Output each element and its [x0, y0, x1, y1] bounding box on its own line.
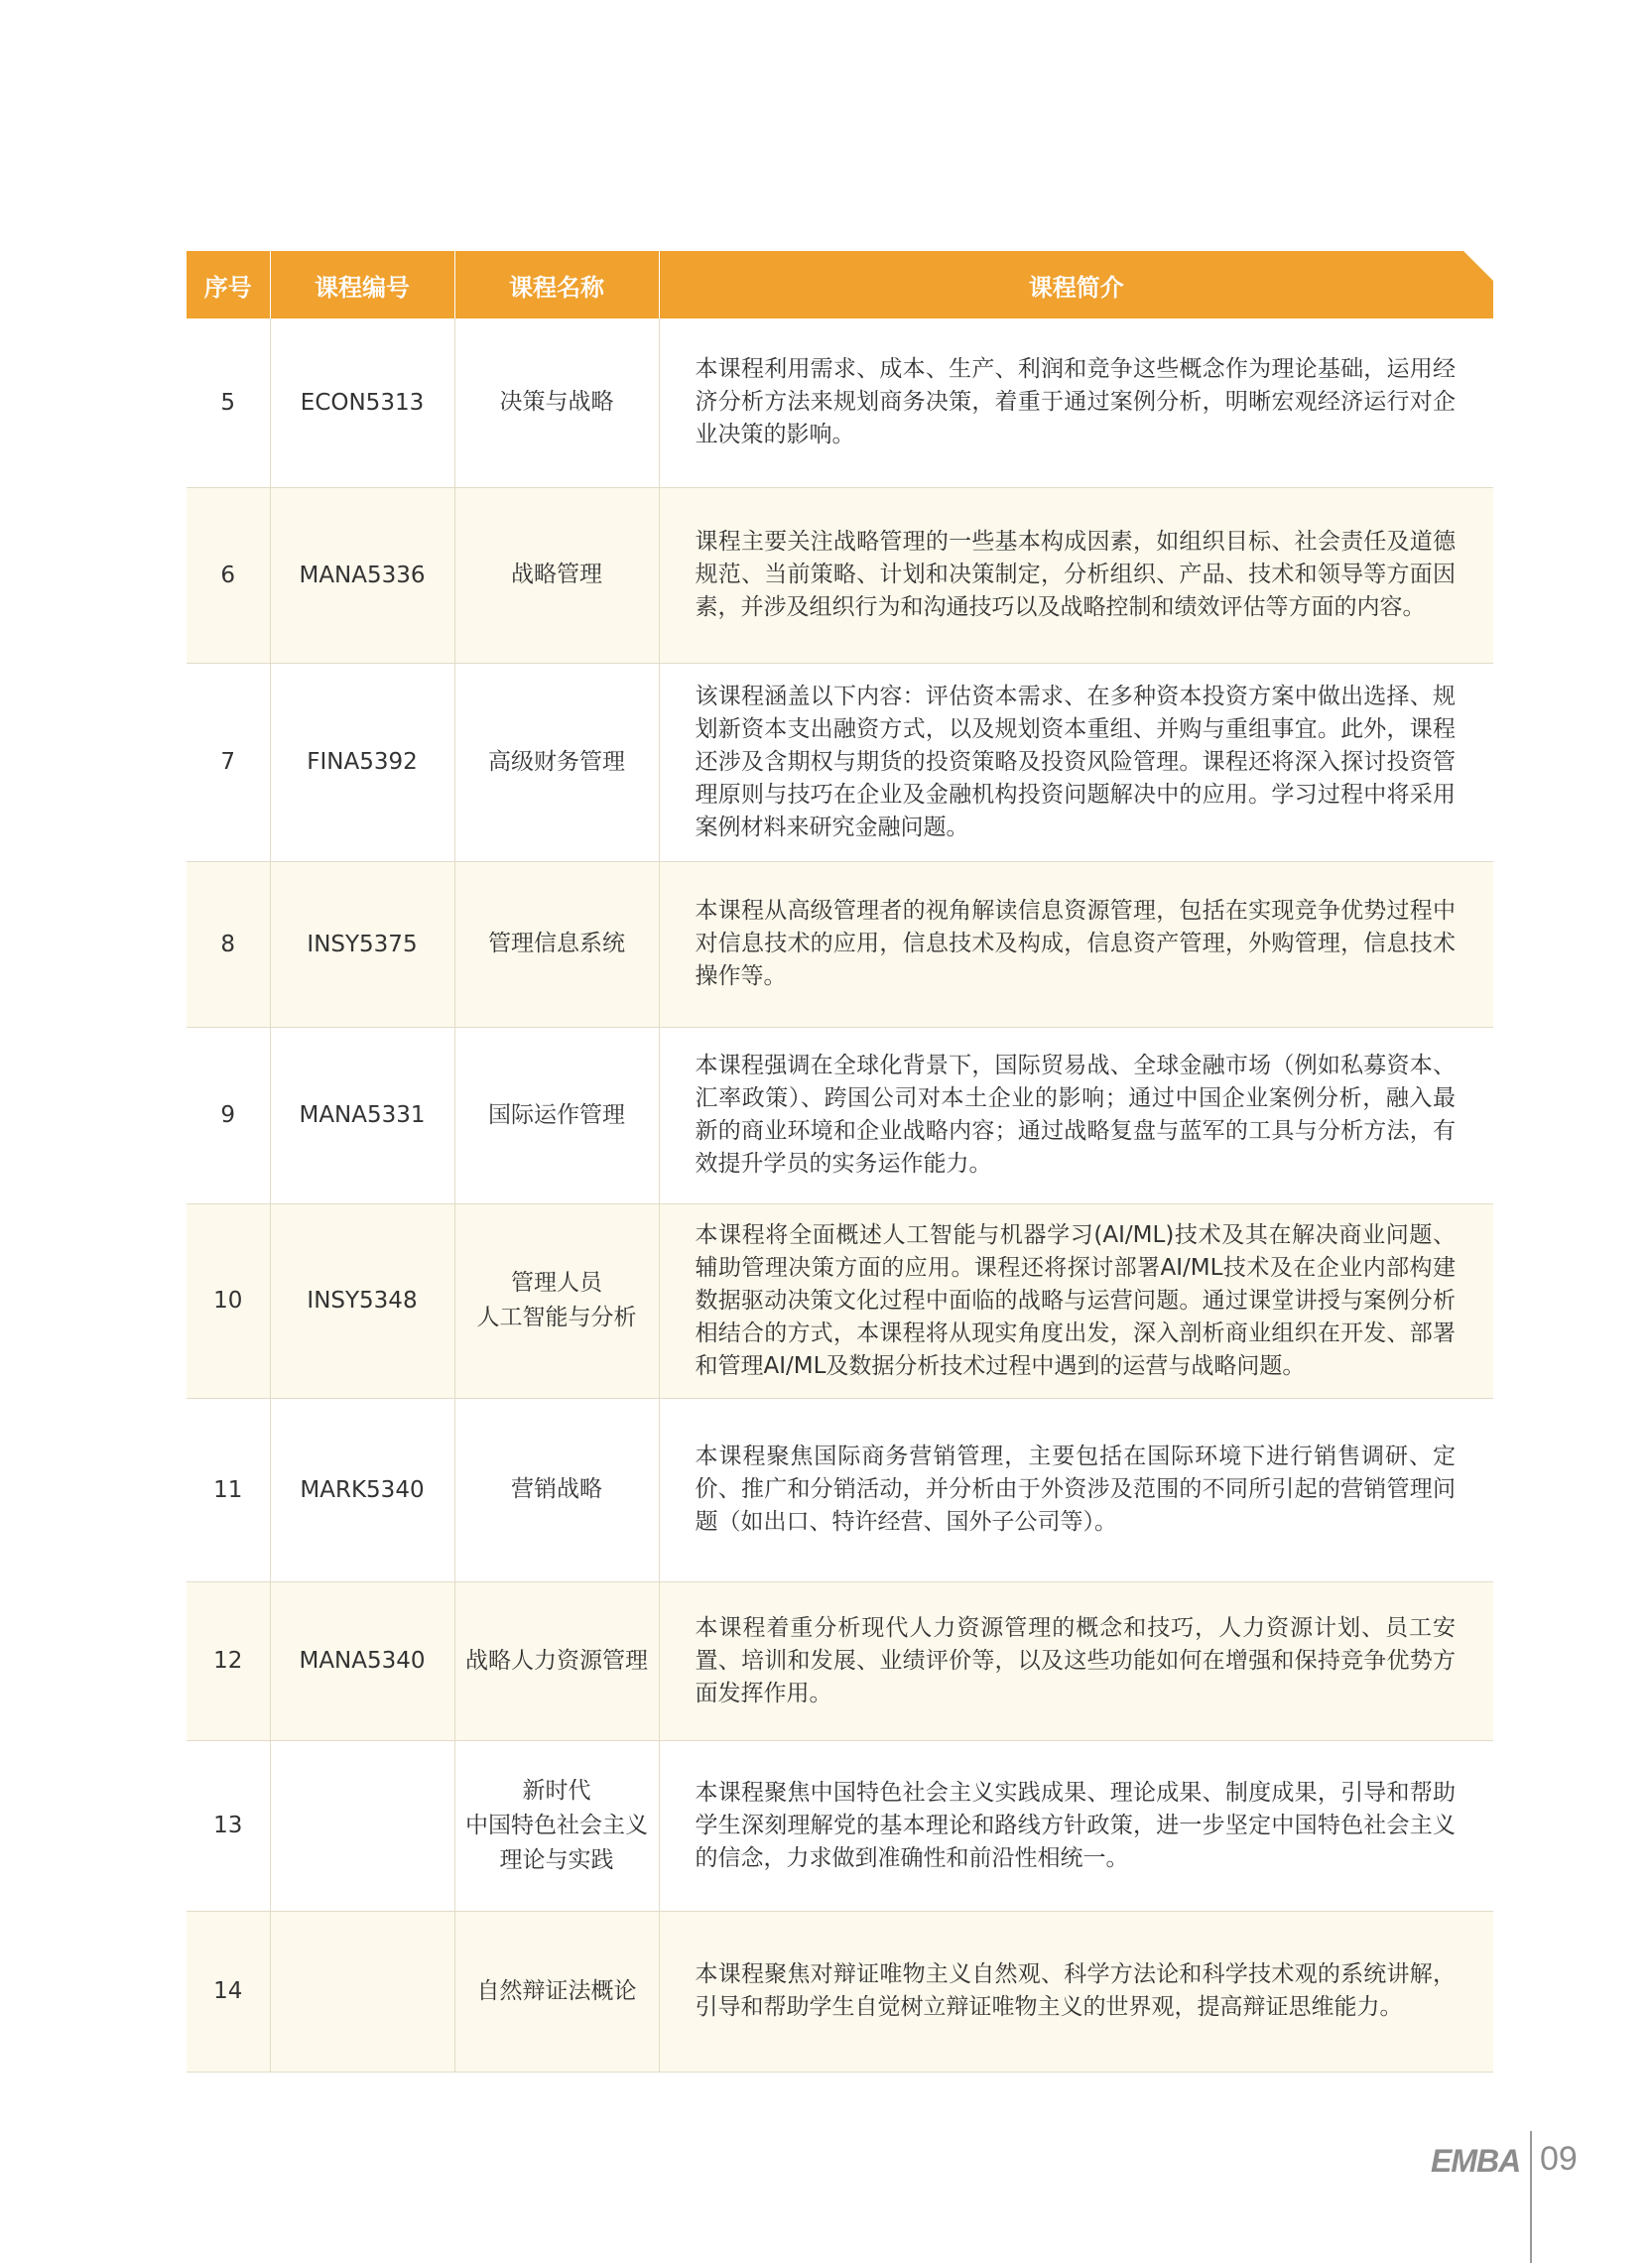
cell-name — [454, 1027, 659, 1203]
cell-no: 9 — [187, 1027, 270, 1203]
course-name-line: 战略管理 — [511, 562, 602, 587]
cell-desc: 课程主要关注战略管理的一些基本构成因素，如组织目标、社会责任及道德规范、当前策略、计划和决策制定，分析组织、产品、技术和领导等方面因素，并涉及组织行为和沟通技巧以及战略控制和绩效评估等方面的内容。 — [659, 487, 1493, 663]
cell-name — [454, 1398, 659, 1581]
course-name-line: 人工智能与分析 — [476, 1305, 637, 1330]
cell-name — [454, 663, 659, 861]
cell-code: FINA5392 — [270, 663, 454, 861]
emba-logo: EMBA — [1431, 2143, 1521, 2179]
cell-code: MANA5340 — [270, 1581, 454, 1740]
course-name-line: 理论与实践 — [499, 1846, 614, 1873]
course-name-line: 高级财务管理 — [488, 748, 625, 775]
table-row — [187, 1581, 1493, 1740]
cell-name — [454, 1581, 659, 1740]
cell-code: MANA5336 — [270, 487, 454, 663]
table-row — [187, 663, 1493, 861]
cell-no: 8 — [187, 861, 270, 1027]
cell-code: ECON5313 — [270, 318, 454, 487]
cell-name — [454, 1911, 659, 2072]
course-name-line: 新时代 — [522, 1777, 591, 1804]
cell-no: 10 — [187, 1203, 270, 1398]
cell-desc: 本课程着重分析现代人力资源管理的概念和技巧，人力资源计划、员工安置、培训和发展、业绩评价等，以及这些功能如何在增强和保持竞争优势方面发挥作用。 — [659, 1581, 1493, 1740]
cell-no: 14 — [187, 1911, 270, 2072]
table-header-row — [187, 251, 1493, 318]
cell-name — [454, 1740, 659, 1911]
table-row — [187, 487, 1493, 663]
course-name-line: 决策与战略 — [499, 389, 614, 416]
cell-desc: 本课程强调在全球化背景下，国际贸易战、全球金融市场（例如私募资本、汇率政策）、跨国公司对本土企业的影响；通过中国企业案例分析，融入最新的商业环境和企业战略内容；通过战略复盘与蓝军的工具与分析方法，有效提升学员的实务运作能力。 — [659, 1027, 1493, 1203]
footer-divider — [1530, 2131, 1532, 2263]
cell-desc: 本课程聚焦对辩证唯物主义自然观、科学方法论和科学技术观的系统讲解，引导和帮助学生自觉树立辩证唯物主义的世界观，提高辩证思维能力。 — [659, 1911, 1493, 2072]
cell-name — [454, 1203, 659, 1398]
course-name-line: 管理信息系统 — [488, 931, 625, 956]
course-table — [187, 251, 1493, 2073]
header-code: 课程编号 — [270, 251, 454, 318]
table-row — [187, 1740, 1493, 1911]
cell-no: 7 — [187, 663, 270, 861]
header-desc: 课程简介 — [659, 251, 1493, 318]
cell-code: INSY5348 — [270, 1203, 454, 1398]
page-number: 09 — [1540, 2140, 1578, 2178]
course-name-line: 国际运作管理 — [488, 1101, 625, 1128]
cell-desc: 本课程聚焦国际商务营销管理，主要包括在国际环境下进行销售调研、定价、推广和分销活动，并分析由于外资涉及范围的不同所引起的营销管理问题（如出口、特许经营、国外子公司等）。 — [659, 1398, 1493, 1581]
cell-code: MANA5331 — [270, 1027, 454, 1203]
cell-name — [454, 318, 659, 487]
cell-desc: 本课程将全面概述人工智能与机器学习(AI/ML)技术及其在解决商业问题、辅助管理决策方面的应用。课程还将探讨部署AI/ML技术及在企业内部构建数据驱动决策文化过程中面临的战略与运营问题。通过课堂讲授与案例分析相结合的方式，本课程将从现实角度出发，深入剖析商业组织在开发、部署和管理AI/ML及数据分析技术过程中遇到的运营与战略问题。 — [659, 1203, 1493, 1398]
cell-no: 12 — [187, 1581, 270, 1740]
table-row — [187, 318, 1493, 487]
cell-desc: 本课程从高级管理者的视角解读信息资源管理，包括在实现竞争优势过程中对信息技术的应用，信息技术及构成，信息资产管理，外购管理，信息技术操作等。 — [659, 861, 1493, 1027]
cell-desc: 本课程聚焦中国特色社会主义实践成果、理论成果、制度成果，引导和帮助学生深刻理解党的基本理论和路线方针政策，进一步坚定中国特色社会主义的信念，力求做到准确性和前沿性相统一。 — [659, 1740, 1493, 1911]
course-name-line: 自然辩证法概论 — [476, 1977, 637, 2004]
cell-name — [454, 487, 659, 663]
header-no: 序号 — [187, 251, 270, 318]
table-row — [187, 1398, 1493, 1581]
cell-name — [454, 861, 659, 1027]
course-name-line: 中国特色社会主义 — [465, 1812, 648, 1838]
table-row — [187, 1911, 1493, 2072]
cell-code — [270, 1911, 454, 2072]
cell-no: 6 — [187, 487, 270, 663]
cell-desc: 本课程利用需求、成本、生产、利润和竞争这些概念作为理论基础，运用经济分析方法来规划商务决策，着重于通过案例分析，明晰宏观经济运行对企业决策的影响。 — [659, 318, 1493, 487]
cell-no: 13 — [187, 1740, 270, 1911]
table-row — [187, 1027, 1493, 1203]
cell-no: 11 — [187, 1398, 270, 1581]
course-name-line: 营销战略 — [511, 1476, 602, 1502]
cell-no: 5 — [187, 318, 270, 487]
table-row — [187, 861, 1493, 1027]
cell-code: INSY5375 — [270, 861, 454, 1027]
cell-code — [270, 1740, 454, 1911]
header-corner-cut — [1463, 251, 1493, 281]
cell-code: MARK5340 — [270, 1398, 454, 1581]
header-name: 课程名称 — [454, 251, 659, 318]
cell-desc: 该课程涵盖以下内容：评估资本需求、在多种资本投资方案中做出选择、规划新资本支出融资方式，以及规划资本重组、并购与重组事宜。此外，课程还涉及含期权与期货的投资策略及投资风险管理。课程还将深入探讨投资管理原则与技巧在企业及金融机构投资问题解决中的应用。学习过程中将采用案例材料来研究金融问题。 — [659, 663, 1493, 861]
table-row — [187, 1203, 1493, 1398]
course-name-line: 管理人员 — [511, 1270, 602, 1296]
course-name-line: 战略人力资源管理 — [465, 1647, 648, 1674]
